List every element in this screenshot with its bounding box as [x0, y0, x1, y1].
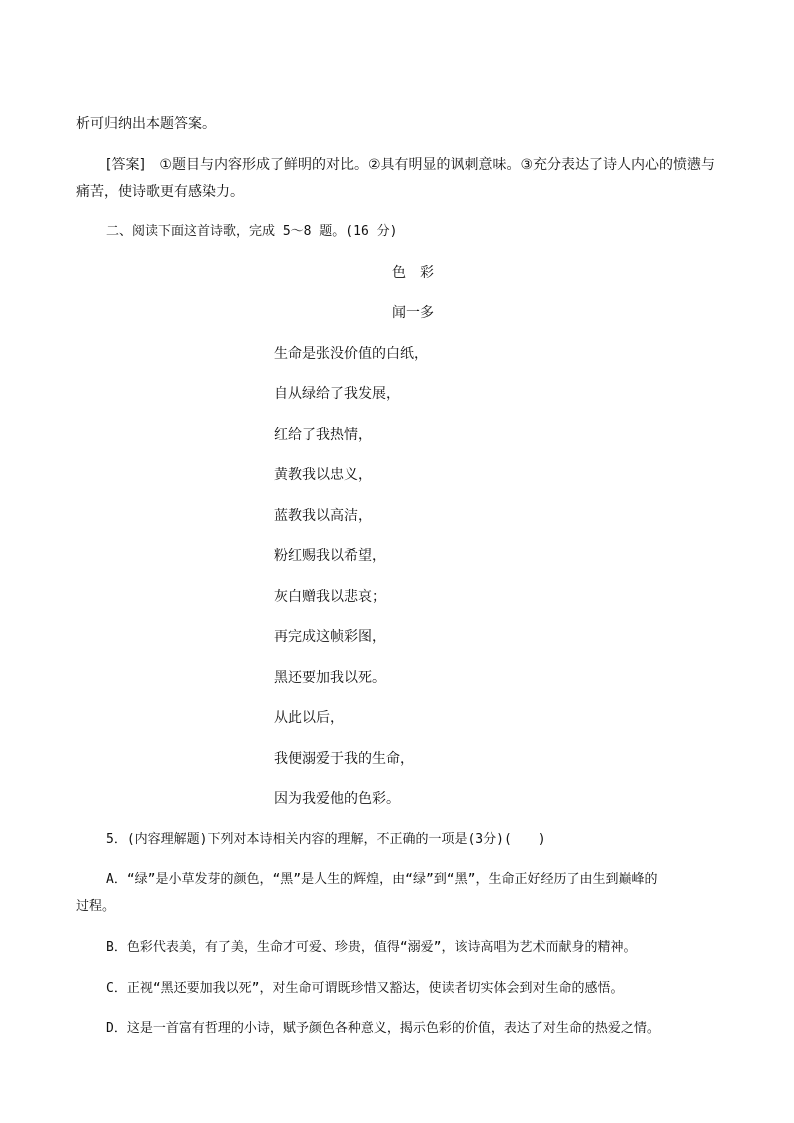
- poem-line: 黄教我以忠义，: [274, 467, 372, 483]
- answer-text-1: ①题目与内容形成了鲜明的对比。②具有明显的讽刺意味。③充分表达了诗人内心的愤懑与: [159, 157, 716, 173]
- option-b: B．色彩代表美，有了美，生命才可爱、珍贵，值得“溺爱”，该诗高唱为艺术而献身的精神。: [106, 940, 637, 955]
- poem-line: 我便溺爱于我的生命，: [274, 751, 414, 767]
- option-a-line-2: 过程。: [76, 899, 116, 914]
- option-a-line-1: A．“绿”是小草发芽的颜色，“黑”是人生的辉煌，由“绿”到“黑”，生命正好经历了由生到巅峰的: [106, 872, 658, 887]
- section-heading: 二、阅读下面这首诗歌，完成 5～8 题。(16 分): [106, 224, 398, 239]
- poem-line: 黑还要加我以死。: [274, 670, 386, 686]
- poem-line: 粉红赐我以希望，: [274, 548, 386, 564]
- poem-author: 闻一多: [392, 305, 434, 321]
- preceding-text: 析可归纳出本题答案。: [76, 116, 216, 132]
- option-d: D．这是一首富有哲理的小诗，赋予颜色各种意义，揭示色彩的价值，表达了对生命的热爱之情。: [106, 1021, 660, 1036]
- poem-line: 自从绿给了我发展，: [274, 386, 400, 402]
- question-stem: 5．(内容理解题)下列对本诗相关内容的理解，不正确的一项是(3分)( ): [106, 832, 546, 847]
- option-c: C．正视“黑还要加我以死”，对生命可谓既珍惜又豁达，使读者切实体会到对生命的感悟。: [106, 981, 624, 996]
- poem-line: 生命是张没价值的白纸，: [274, 346, 428, 362]
- poem-line: 红给了我热情，: [274, 427, 372, 443]
- poem-line: 蓝教我以高洁，: [274, 508, 372, 524]
- answer-line-2: 痛苦，使诗歌更有感染力。: [76, 184, 244, 200]
- answer-tag: [答案]: [106, 157, 145, 173]
- poem-line: 灰白赠我以悲哀；: [274, 589, 386, 605]
- poem-line: 从此以后，: [274, 710, 344, 726]
- poem-line: 再完成这帧彩图，: [274, 629, 386, 645]
- poem-title: 色 彩: [392, 265, 434, 281]
- answer-line-1: [106, 155, 715, 175]
- poem-line: 因为我爱他的色彩。: [274, 791, 400, 807]
